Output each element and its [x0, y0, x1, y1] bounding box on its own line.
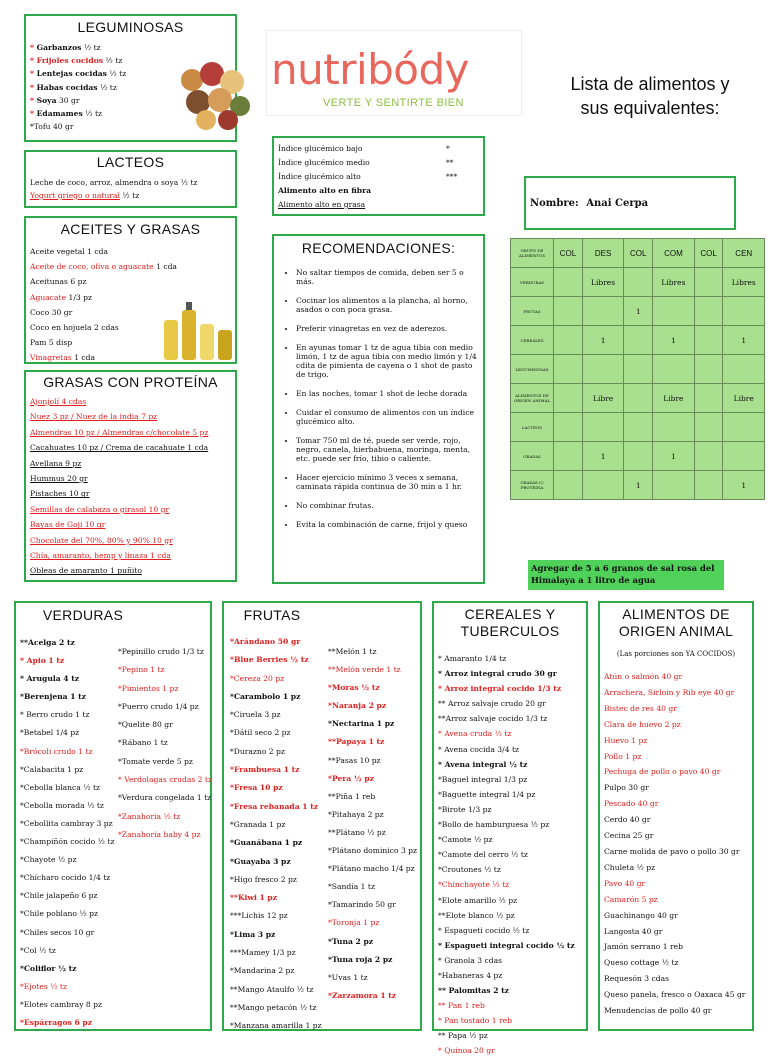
- food-item: *Carambolo 1 pz: [230, 691, 301, 701]
- indice-label: Índice glucémico bajo: [278, 144, 363, 153]
- food-item: *Camote del cerro ½ tz: [438, 850, 528, 860]
- table-cell: [624, 355, 653, 384]
- food-item: Huevo 1 pz: [604, 735, 648, 745]
- food-item: * Arroz integral crudo 30 gr: [438, 669, 557, 679]
- table-cell: [554, 297, 583, 326]
- food-item: *Sandía 1 tz: [328, 882, 375, 892]
- lacteos-line-1: Leche de coco, arroz, almendra o soya ½ tz: [30, 178, 198, 187]
- table-cell: [624, 413, 653, 442]
- food-item: Guachinango 40 gr: [604, 910, 678, 920]
- recomendacion-item: • No combinar frutas.: [296, 501, 483, 510]
- table-cell: [582, 413, 623, 442]
- aceite-qty: 1 cda: [84, 247, 109, 256]
- table-cell: Libre: [653, 384, 694, 413]
- food-item: *Tuna 2 pz: [328, 936, 374, 946]
- food-item: *Pepinillo crudo 1/3 tz: [118, 647, 204, 656]
- lacteos-box: [24, 150, 237, 208]
- indice-label: Alimento alto en fibra: [278, 186, 372, 195]
- grasa-proteina-item: Bayas de Goji 10 gr: [30, 520, 106, 530]
- legumbre-qty: 40 gr: [50, 122, 74, 132]
- food-item: * Arroz integral cocido 1/3 tz: [438, 684, 562, 694]
- food-item: Jamón serrano 1 reb: [604, 942, 683, 952]
- table-cell: [554, 384, 583, 413]
- food-item: **Arroz salvaje cocido 1/3 tz: [438, 714, 548, 724]
- animal-box: [598, 601, 754, 1031]
- legumbre-name: Lentejas cocidas: [36, 69, 107, 79]
- food-item: Carne molida de pavo o pollo 30 gr: [604, 846, 740, 856]
- animal-title: ALIMENTOS DE ORIGEN ANIMAL: [618, 606, 734, 639]
- food-item: *Pera ½ pz: [328, 773, 375, 783]
- table-row-label: VERDURAS: [511, 268, 554, 297]
- legumbre-qty: ½ tz: [103, 56, 123, 66]
- food-item: *Nectarina 1 pz: [328, 719, 395, 729]
- food-item: Queso cottage ½ tz: [604, 958, 679, 968]
- food-item: *Chiles secos 10 gr: [20, 927, 95, 937]
- leguminosas-box: [24, 14, 237, 142]
- food-item: * Amaranto 1/4 tz: [438, 654, 507, 663]
- table-cell: [723, 413, 765, 442]
- food-item: *Baguette integral 1/4 pz: [438, 789, 536, 799]
- food-item: *Rábano 1 tz: [118, 738, 168, 748]
- bullet-star: *: [30, 95, 37, 105]
- table-row-label: GRASAS: [511, 442, 554, 471]
- food-item: *Cereza 20 pz: [230, 673, 285, 683]
- table-cell: [694, 413, 723, 442]
- nutribody-logo: [266, 30, 522, 116]
- food-item: * Arugula 4 tz: [20, 674, 80, 684]
- table-cell: [554, 268, 583, 297]
- indice-box: [272, 136, 485, 216]
- recomendacion-item: • Evita la combinación de carne, frijol y queso: [296, 520, 483, 529]
- indice-symbol: *: [446, 144, 450, 153]
- aceite-name: Aguacate: [30, 292, 67, 302]
- table-cell: [624, 442, 653, 471]
- yogurt-label: Yogurt griego o natural: [30, 191, 120, 200]
- indice-label: Índice glucémico alto: [278, 172, 361, 181]
- sal-note: Agregar de 5 a 6 granos de sal rosa del Himalaya a 1 litro de agua: [528, 560, 724, 590]
- table-cell: 1: [582, 326, 623, 355]
- food-item: *Durazno 2 pz: [230, 746, 285, 756]
- table-cell: Libres: [723, 268, 765, 297]
- food-item: Atún o salmón 40 gr: [604, 672, 683, 681]
- table-header: CEN: [723, 239, 765, 268]
- recomendacion-item: • Hacer ejercicio mínimo 3 veces x semana, caminata rápida continua de 30 min a 1 hr.: [296, 473, 483, 491]
- brand-name: nutribódy: [271, 45, 470, 94]
- food-item: ***Lichis 12 pz: [230, 911, 288, 921]
- aceite-name: Aceitunas: [30, 277, 68, 287]
- food-item: *Pimientos 1 pz: [118, 683, 179, 693]
- recomendacion-item: • Preferir vinagretas en vez de aderezos.: [296, 324, 483, 333]
- food-item: Requesón 3 cdas: [604, 974, 670, 984]
- table-cell: [694, 471, 723, 500]
- aceite-qty: 1 cda: [153, 262, 177, 272]
- recomendacion-item: • No saltar tiempos de comida, deben ser 5 o más.: [296, 268, 483, 286]
- food-item: *Mandarina 2 pz: [230, 966, 295, 976]
- indice-symbol: **: [446, 158, 454, 167]
- food-item: *Calabacita 1 pz: [20, 764, 84, 774]
- table-row-label: LEGUMINOSAS: [511, 355, 554, 384]
- food-item: *Pepino 1 tz: [118, 665, 165, 675]
- food-item: *Ejotes ½ tz: [20, 981, 67, 991]
- food-item: *Puerro crudo 1/4 pz: [118, 701, 199, 711]
- aceite-name: Aceite de coco, oliva o aguacate: [30, 262, 154, 272]
- food-item: *Higo fresco 2 pz: [230, 874, 297, 884]
- frutas-list-1: [230, 633, 330, 1036]
- aceite-qty: 5 disp: [46, 338, 73, 348]
- table-cell: [694, 326, 723, 355]
- legumbre-name: Soya: [36, 95, 57, 105]
- food-item: *Granada 1 pz: [230, 819, 286, 829]
- food-item: Pescado 40 gr: [604, 799, 659, 809]
- food-item: *Zanahoria ½ tz: [118, 811, 181, 821]
- animal-note: (Las porciones son YA COCIDOS): [616, 650, 736, 658]
- food-item: * Granola 3 cdas: [438, 955, 503, 965]
- food-item: **Pasas 10 pz: [328, 755, 381, 765]
- food-item: **Mango Ataulfo ½ tz: [230, 984, 314, 994]
- food-item: *Ciruela 3 pz: [230, 710, 281, 720]
- food-item: *Chayote ½ pz: [20, 855, 77, 865]
- table-cell: [624, 326, 653, 355]
- food-item: *Tuna roja 2 pz: [328, 954, 393, 964]
- food-item: ** Pan 1 reb: [438, 1001, 485, 1011]
- verduras-list-1: [20, 634, 120, 1032]
- grasa-proteina-item: Pistaches 10 gr: [30, 489, 90, 499]
- grasa-proteina-item: Cacahuates 10 pz / Crema de cacahuate 1 cda: [30, 443, 209, 453]
- bullet-star: *: [30, 69, 37, 79]
- table-row-label: LACTEOS: [511, 413, 554, 442]
- table-cell: 1: [723, 471, 765, 500]
- food-item: *Coliflor ½ tz: [20, 963, 77, 973]
- legumbre-name: Frijoles cocidos: [36, 56, 104, 66]
- aceite-name: Coco en hojuela: [30, 323, 92, 333]
- food-item: * Verdolagas crudas 2 tz: [118, 775, 212, 785]
- food-item: **Kiwi 1 pz: [230, 893, 278, 903]
- food-item: *Elotes cambray 8 pz: [20, 999, 103, 1009]
- animal-list: [604, 669, 745, 1019]
- legumbre-qty: ½ tz: [97, 82, 117, 92]
- food-item: * Avena integral ½ tz: [438, 759, 528, 769]
- aceite-qty: 6 pz: [67, 277, 87, 287]
- grasa-proteina-item: Chocolate del 70%, 80% y 90% 10 gr: [30, 535, 173, 545]
- food-item: Cecina 25 gr: [604, 831, 654, 841]
- food-item: * Quinoa 20 gr: [438, 1046, 495, 1056]
- food-item: *Quelite 80 gr: [118, 720, 173, 730]
- food-item: **Papaya 1 tz: [328, 737, 385, 747]
- nombre-label: Nombre:: [530, 198, 579, 209]
- bullet-star: *: [30, 56, 37, 66]
- table-cell: Libres: [582, 268, 623, 297]
- aceite-item: [30, 274, 235, 289]
- table-cell: 1: [723, 326, 765, 355]
- yogurt-qty: ½ tz: [119, 191, 140, 200]
- food-item: *Tomate verde 5 pz: [118, 756, 193, 766]
- food-item: *Guayaba 3 pz: [230, 856, 291, 866]
- food-item: * Avena cruda ½ tz: [438, 729, 512, 739]
- recomendacion-item: • Tomar 750 ml de té, puede ser verde, rojo, negro, canela, hierbabuena, moringa, menta, etc. puede ser frío, tibio o caliente.: [296, 436, 483, 463]
- food-item: * Pan tostado 1 reb: [438, 1016, 512, 1026]
- food-item: *Frambuesa 1 tz: [230, 765, 300, 775]
- food-item: *Cebolla blanca ½ tz: [20, 782, 101, 792]
- grasas-proteina-list: [30, 394, 235, 579]
- food-item: Cerdo 40 gr: [604, 815, 651, 825]
- food-item: **Piña 1 reb: [328, 791, 376, 801]
- table-row-label: ALIMENTOS DE ORIGEN ANIMAL: [511, 384, 554, 413]
- food-item: Arrachera, Sirloin y Rib eye 40 gr: [604, 687, 735, 697]
- food-item: * Apio 1 tz: [20, 656, 65, 666]
- table-cell: Libres: [653, 268, 694, 297]
- table-cell: [723, 355, 765, 384]
- food-item: Pollo 1 pz: [604, 751, 642, 761]
- table-cell: 1: [624, 471, 653, 500]
- bullet-star: *: [30, 109, 37, 119]
- table-cell: [653, 413, 694, 442]
- food-item: **Mango petacón ½ tz: [230, 1002, 317, 1012]
- recomendacion-item: • En las noches, tomar 1 shot de leche dorada: [296, 389, 483, 398]
- food-item: *Fresa 10 pz: [230, 783, 283, 793]
- table-cell: [694, 268, 723, 297]
- table-cell: 1: [582, 442, 623, 471]
- table-header: COL: [694, 239, 723, 268]
- grasa-proteina-item: Obleas de amaranto 1 puñito: [30, 566, 142, 576]
- table-cell: [624, 268, 653, 297]
- legumbre-qty: ½ tz: [106, 69, 127, 79]
- food-item: **Acelga 2 tz: [20, 638, 75, 647]
- aceite-qty: 1 cda: [71, 353, 95, 363]
- table-cell: [624, 384, 653, 413]
- table-cell: [694, 355, 723, 384]
- legumbre-name: *Tofu: [30, 122, 51, 132]
- verduras-list-2: [118, 643, 214, 844]
- food-item: *Cebolla morada ½ tz: [20, 800, 104, 810]
- food-item: **Melón verde 1 tz: [328, 665, 401, 675]
- food-item: *Pitahaya 2 pz: [328, 809, 384, 819]
- food-item: ** Palomitas 2 tz: [438, 986, 509, 996]
- table-cell: [723, 297, 765, 326]
- food-item: * Berro crudo 1 tz: [20, 710, 90, 720]
- food-item: *Verdura congelada 1 tz: [118, 793, 212, 803]
- frutas-title: FRUTAS: [243, 607, 301, 623]
- aceite-item: [30, 244, 235, 259]
- grasa-proteina-item: Chía, amaranto, hemp y linaza 1 cda: [30, 551, 171, 561]
- table-cell: [554, 326, 583, 355]
- aceite-qty: 2 cdas: [91, 323, 119, 333]
- equivalentes-table: [510, 238, 765, 500]
- grasa-proteina-item: Semillas de calabaza o girasol 10 gr: [30, 504, 170, 514]
- indice-label: Índice glucémico medio: [278, 158, 370, 167]
- frutas-box: [222, 601, 422, 1031]
- table-cell: Libre: [582, 384, 623, 413]
- verduras-title: VERDURAS: [42, 607, 124, 623]
- legumes-image: [176, 60, 256, 132]
- food-item: **Melón 1 tz: [328, 647, 377, 656]
- table-header: DES: [582, 239, 623, 268]
- leguminosas-title: LEGUMINOSAS: [77, 19, 184, 35]
- food-item: *Espárragos 6 pz: [20, 1017, 93, 1027]
- table-cell: [653, 297, 694, 326]
- legumbre-name: Garbanzos: [36, 43, 82, 52]
- table-cell: [582, 297, 623, 326]
- recomendacion-item: • Cocinar los alimentos a la plancha, al horno, asados o con poca grasa.: [296, 296, 483, 314]
- table-cell: [582, 355, 623, 384]
- oil-bottles-image: [158, 300, 236, 362]
- legumbre-qty: 30 gr: [56, 95, 80, 105]
- food-item: *Bollo de hamburguesa ½ pz: [438, 820, 550, 830]
- aceites-box: [24, 216, 237, 364]
- food-item: ***Mamey 1/3 pz: [230, 948, 296, 958]
- food-item: Clara de huevo 2 pz: [604, 719, 681, 729]
- table-cell: 1: [624, 297, 653, 326]
- food-item: *Berenjena 1 tz: [20, 692, 86, 702]
- lista-title: Lista de alimentos y sus equivalentes:: [570, 74, 730, 118]
- food-item: ** Papa ½ pz: [438, 1031, 488, 1041]
- food-item: Bistec de res 40 gr: [604, 703, 677, 713]
- food-item: *Naranja 2 pz: [328, 701, 387, 711]
- table-row-label: GRASAS C/ PROTEINA: [511, 471, 554, 500]
- aceite-name: Vinagretas: [30, 353, 72, 363]
- food-item: *Chícharo cocido 1/4 tz: [20, 873, 111, 883]
- legumbre-name: Habas cocidas: [36, 82, 98, 92]
- food-item: * Espagueti cocido ½ tz: [438, 925, 530, 935]
- table-row-label: CEREALES: [511, 326, 554, 355]
- table-cell: 1: [653, 326, 694, 355]
- food-item: *Brócoli crudo 1 tz: [20, 746, 93, 756]
- cereales-box: [432, 601, 588, 1056]
- food-item: *Chinchayote ½ tz: [438, 880, 510, 890]
- food-item: Langosta 40 gr: [604, 926, 663, 936]
- table-cell: [694, 442, 723, 471]
- food-item: *Toronja 1 pz: [328, 918, 380, 928]
- aceite-qty: 30 gr: [49, 307, 73, 317]
- aceite-qty: 1/3 pz: [66, 292, 93, 302]
- grasa-proteina-item: Hummus 20 gr: [30, 474, 88, 484]
- food-item: *Birote 1/3 pz: [438, 804, 492, 814]
- grasa-proteina-item: Nuez 3 pz / Nuez de la india 7 pz: [30, 412, 158, 422]
- recomendacion-item: • En ayunas tomar 1 tz de agua tibia con medio limón, 1 tz de agua tibia con medio limón y 1/4 cdita de pimienta de cayena o 1 shot de pasto de trigo.: [296, 343, 483, 379]
- table-cell: [554, 355, 583, 384]
- food-item: *Zarzamora 1 tz: [328, 990, 397, 1000]
- table-cell: [694, 297, 723, 326]
- lacteos-title: LACTEOS: [96, 154, 165, 170]
- aceite-name: Pam: [30, 338, 47, 348]
- food-item: *Croutones ½ tz: [438, 865, 501, 875]
- food-item: *Elote amarillo ½ pz: [438, 895, 518, 905]
- food-item: *Arándano 50 gr: [230, 637, 301, 646]
- food-item: *Dátil seco 2 pz: [230, 728, 291, 738]
- food-item: **Plátano ½ pz: [328, 827, 386, 837]
- table-cell: [723, 442, 765, 471]
- aceites-title: ACEITES Y GRASAS: [60, 221, 201, 237]
- food-item: *Fresa rebanada 1 tz: [230, 801, 319, 811]
- table-cell: [694, 384, 723, 413]
- table-header: COM: [653, 239, 694, 268]
- recomendaciones-list: [274, 268, 483, 529]
- table-header: COL: [554, 239, 583, 268]
- nombre-value: Anai Cerpa: [586, 198, 649, 209]
- indice-label: Alimento alto en grasa: [278, 200, 366, 209]
- aceite-name: Coco: [30, 307, 50, 317]
- recomendacion-item: • Cuidar el consumo de alimentos con un índice glucémico alto.: [296, 408, 483, 426]
- food-item: *Tamarindo 50 gr: [328, 900, 396, 910]
- food-item: ** Arroz salvaje crudo 20 gr: [438, 699, 546, 709]
- food-item: *Lima 3 pz: [230, 929, 276, 939]
- food-item: *Baguel integral 1/3 pz: [438, 774, 528, 784]
- table-row-label: FRUTAS: [511, 297, 554, 326]
- food-item: Camarón 5 pz: [604, 894, 658, 904]
- table-cell: Libre: [723, 384, 765, 413]
- food-item: *Champiñón cocido ½ tz: [20, 837, 115, 847]
- food-item: *Plátano macho 1/4 pz: [328, 864, 415, 874]
- food-item: * Avena cocida 3/4 tz: [438, 744, 519, 754]
- table-cell: [653, 471, 694, 500]
- nombre-box: [524, 176, 736, 230]
- aceite-name: Aceite vegetal: [30, 247, 85, 256]
- table-header: GRUPO DE ALIMENTOS: [511, 239, 554, 268]
- food-item: *Habaneras 4 pz: [438, 970, 503, 980]
- food-item: *Uvas 1 tz: [328, 972, 368, 982]
- grasa-proteina-item: Almendras 10 pz / Almendras c/chocolate 5 pz: [30, 427, 209, 437]
- bullet-star: *: [30, 43, 37, 52]
- food-item: * Espagueti integral cocido ½ tz: [438, 940, 575, 950]
- grasa-proteina-item: Ajonjolí 4 cdas: [30, 397, 87, 406]
- cereales-list: [438, 651, 575, 1059]
- recomendaciones-box: [272, 234, 485, 584]
- food-item: *Betabel 1/4 pz: [20, 728, 80, 738]
- food-item: Menudencias de pollo 40 gr: [604, 1006, 712, 1016]
- cereales-title: CEREALES Y TUBERCULOS: [460, 606, 560, 639]
- bullet-star: *: [30, 82, 37, 92]
- table-cell: [554, 442, 583, 471]
- grasas-proteina-title: GRASAS CON PROTEÍNA: [43, 374, 218, 390]
- food-item: *Chile jalapeño 6 pz: [20, 891, 98, 901]
- table-cell: [554, 413, 583, 442]
- grasa-proteina-item: Avellana 9 pz: [30, 458, 82, 468]
- food-item: Pulpo 30 gr: [604, 783, 649, 793]
- food-item: *Manzana amarilla 1 pz: [230, 1021, 322, 1031]
- frutas-list-2: [328, 643, 424, 1005]
- food-item: *Blue Berries ½ tz: [230, 655, 309, 665]
- food-item: *Guanábana 1 pz: [230, 838, 303, 848]
- legumbre-item: [30, 41, 235, 54]
- food-item: **Elote blanco ½ pz: [438, 910, 515, 920]
- table-cell: 1: [653, 442, 694, 471]
- table-cell: [554, 471, 583, 500]
- food-item: *Moras ½ tz: [328, 683, 380, 693]
- food-item: Queso panela, fresco o Oaxaca 45 gr: [604, 990, 746, 1000]
- table-header: COL: [624, 239, 653, 268]
- food-item: Chuleta ½ pz: [604, 862, 656, 872]
- indice-symbol: ***: [446, 172, 458, 181]
- legumbre-qty: ½ tz: [82, 109, 102, 119]
- legumbre-qty: ½ tz: [81, 43, 101, 52]
- legumbre-name: Edamames: [36, 109, 83, 119]
- food-item: *Zanahoria baby 4 pz: [118, 829, 201, 839]
- food-item: *Col ½ tz: [20, 945, 56, 955]
- food-item: Pavo 40 gr: [604, 878, 646, 888]
- food-item: *Chile poblano ½ pz: [20, 909, 99, 919]
- brand-tagline: VERTE Y SENTIRTE BIEN: [323, 97, 464, 109]
- recomendaciones-title: RECOMENDACIONES:: [301, 240, 456, 256]
- food-item: *Camote ½ pz: [438, 835, 493, 845]
- grasas-proteina-box: [24, 370, 237, 582]
- food-item: *Cebollita cambray 3 pz: [20, 818, 113, 828]
- food-item: Pechuga de pollo o pavo 40 gr: [604, 767, 721, 777]
- table-cell: [582, 471, 623, 500]
- verduras-box: [14, 601, 212, 1031]
- food-item: *Plátano dominico 3 pz: [328, 846, 418, 856]
- aceite-item: [30, 259, 235, 274]
- table-cell: [653, 355, 694, 384]
